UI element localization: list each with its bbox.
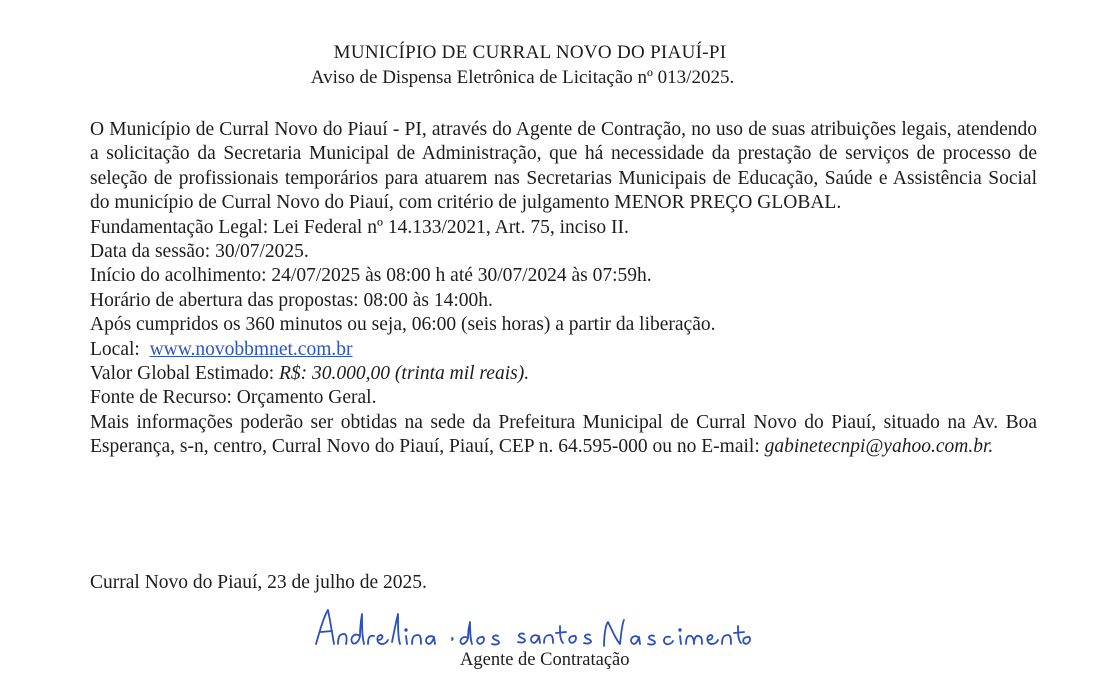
reception-start: Início do acolhimento: 24/07/2025 às 08:00 h até 30/07/2024 às 07:59h. [90, 265, 652, 287]
location-line [90, 338, 1037, 362]
estimated-value-label: Valor Global Estimado: [90, 363, 275, 385]
proposal-opening-hours: Horário de abertura das propostas: 08:00 às 14:00h. [90, 289, 493, 311]
document-title: MUNICÍPIO DE CURRAL NOVO DO PIAUÍ-PI [333, 42, 727, 63]
legal-basis: Fundamentação Legal: Lei Federal nº 14.133/2021, Art. 75, inciso II. [90, 216, 629, 238]
location-link[interactable]: www.novobbmnet.com.br [149, 338, 353, 360]
handwritten-signature [312, 604, 752, 652]
signer-role: Agente de Contratação [460, 650, 630, 670]
intro-paragraph: O Município de Curral Novo do Piauí - PI, através do Agente de Contração, no uso de suas atribuições legais, atendendo a solicitação da Secretaria Municipal de Administração, que há necessidade da prestação de serviços de processo de seleção de profissionais temporários para atuarem nas Secretarias Municipais de Educação, Saúde e Assistência Social do município de Curral Novo do Piauí, com critério de julgamento MENOR PREÇO GLOBAL. [90, 119, 1037, 214]
estimated-value-line [90, 362, 1037, 386]
document-body [90, 118, 1037, 460]
contact-email: gabinetecnpi@yahoo.com.br. [764, 436, 994, 458]
session-date: Data da sessão: 30/07/2025. [90, 241, 309, 263]
more-info-text: Mais informações poderão ser obtidas na sede da Prefeitura Municipal de Curral Novo do Piauí, situado na Av. Boa Esperança, s-n, centro, Curral Novo do Piauí, Piauí, CEP n. 64.595-000 ou no E-mail: [90, 411, 1037, 458]
place-and-date: Curral Novo do Piauí, 23 de julho de 2025. [90, 572, 427, 593]
estimated-value-amount: R$: 30.000,00 (trinta mil reais). [279, 363, 530, 385]
more-info-paragraph [90, 411, 1037, 460]
funding-source: Fonte de Recurso: Orçamento Geral. [90, 387, 377, 409]
document-subtitle: Aviso de Dispensa Eletrônica de Licitação nº 013/2025. [310, 67, 735, 88]
location-label: Local: [90, 338, 140, 360]
after-completion-note: Após cumpridos os 360 minutos ou seja, 06:00 (seis horas) a partir da liberação. [90, 314, 716, 336]
